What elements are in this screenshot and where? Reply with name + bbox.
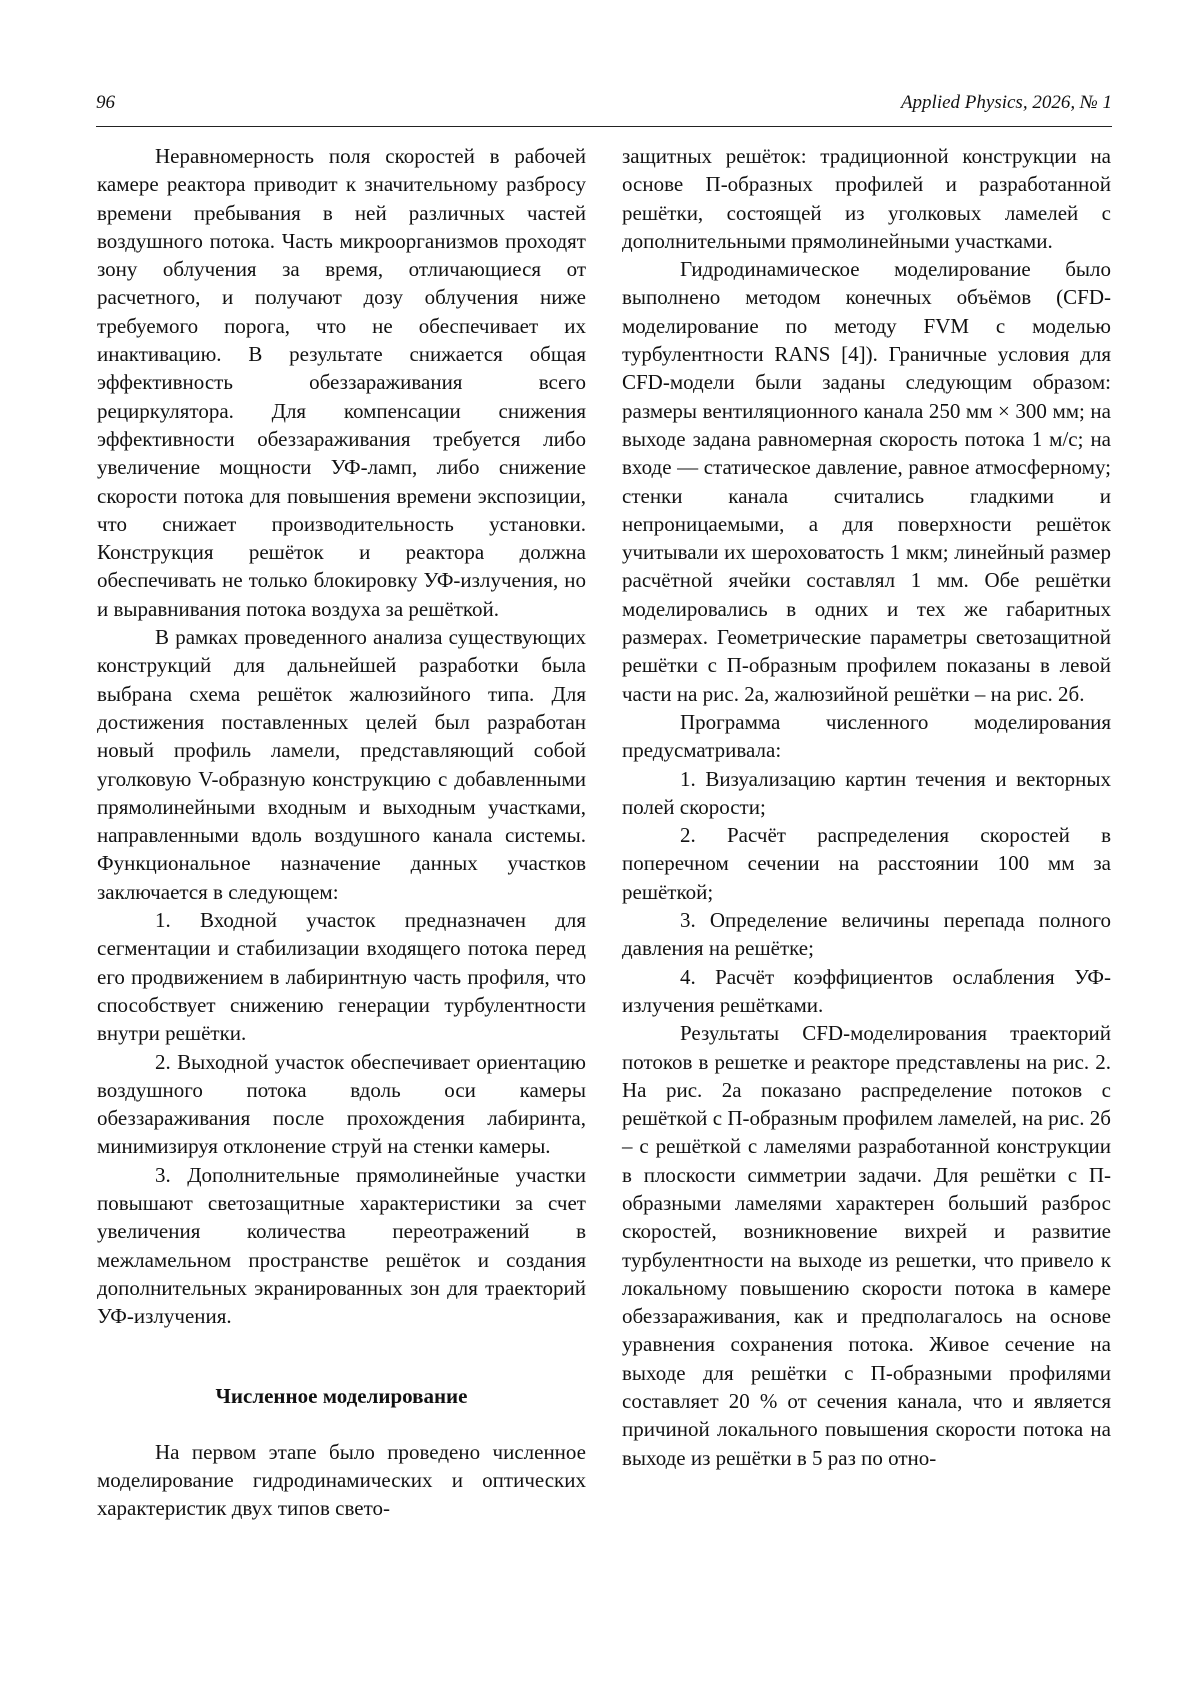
section-heading: Численное моделирование bbox=[215, 1384, 468, 1409]
paragraph: На первом этапе было проведено численное моделирование гидродинамических и оптических характеристик двух типов свето- bbox=[97, 1439, 586, 1521]
list-item: 2. Расчёт распределения скоростей в поперечном сечении на расстоянии 100 мм за решёткой; bbox=[622, 823, 1111, 904]
list-item: 1. Визуализацию картин течения и векторных полей скорости; bbox=[622, 766, 1111, 819]
list-item: 2. Выходной участок обеспечивает ориентацию воздушного потока вдоль оси камеры обеззараживания после прохождения лабиринта, минимизируя отклонение струй на стенки камеры. bbox=[97, 1049, 586, 1159]
paragraph: В рамках проведенного анализа существующих конструкций для дальнейшей разработки была выбрана схема решёток жалюзийного типа. Для достижения поставленных целей был разработан новый профиль ламели, представляющий собой уголковую V-образную конструкцию с добавленными прямолинейными входным и выходным участками, направленными вдоль воздушного канала системы. Функциональное назначение данных участков заключается в следующем: bbox=[97, 625, 586, 904]
page-number: 96 bbox=[96, 92, 115, 113]
list-item: 3. Дополнительные прямолинейные участки повышают светозащитные характеристики за счет увеличения количества переотражений в межламельном пространстве решёток и создания дополнительных экранированных зон для траекторий УФ-излучения. bbox=[97, 1162, 586, 1329]
list-item: 4. Расчёт коэффициентов ослабления УФ-излучения решётками. bbox=[622, 964, 1111, 1017]
right-column bbox=[622, 142, 1111, 1472]
list-item: 3. Определение величины перепада полного давления на решётке; bbox=[622, 908, 1111, 961]
paragraph: Программа численного моделирования предусматривала: bbox=[622, 709, 1111, 763]
paragraph: Неравномерность поля скоростей в рабочей камере реактора приводит к значительному разбросу времени пребывания в ней различных частей воздушного потока. Часть микроорганизмов проходят зону облучения за время, отличающиеся от расчетного, и получают дозу облучения ниже требуемого порога, что не обеспечивает их инактивацию. В результате снижается общая эффективность обеззараживания всего рециркулятора. Для компенсации снижения эффективности обеззараживания требуется либо увеличение мощности УФ-ламп, либо снижение скорости потока для повышения времени экспозиции, что снижает производительность установки. Конструкция решёток и реактора должна обеспечивать не только блокировку УФ-излучения, но и выравнивания потока воздуха за решёткой. bbox=[97, 144, 586, 621]
left-column bbox=[97, 142, 586, 1523]
list-item: 1. Входной участок предназначен для сегментации и стабилизации входящего потока перед его продвижением в лабиринтную часть профиля, что способствует снижению генерации турбулентности внутри решётки. bbox=[97, 908, 586, 1046]
paragraph: Гидродинамическое моделирование было выполнено методом конечных объёмов (CFD-моделирование по методу FVM с моделью турбулентности RANS [4]). Граничные условия для CFD-модели были заданы следующим образом: размеры вентиляционного канала 250 мм × 300 мм; на выходе задана равномерная скорость потока 1 м/с; на входе — статическое давление, равное атмосферному; стенки канала считались гладкими и непроницаемыми, а для поверхности решёток учитывали их шероховатость 1 мкм; линейный размер расчётной ячейки составлял 1 мм. Обе решётки моделировались в одних и тех же габаритных размерах. Геометрические параметры светозащитной решётки с П-образным профилем показаны в левой части на рис. 2а, жалюзийной решётки – на рис. 2б. bbox=[622, 257, 1111, 706]
page-header bbox=[96, 84, 1112, 127]
paragraph: Результаты CFD-моделирования траекторий потоков в решетке и реакторе представлены на рис. 2. На рис. 2а показано распределение потоков с решёткой с П-образным профилем ламелей, на рис. 2б – с решёткой с ламелями разработанной конструкции в плоскости симметрии задачи. Для решётки с П-образными ламелями характерен больший разброс скоростей, возникновение вихрей и развитие турбулентности на выходе из решетки, что привело к локальному повышению скорости потока в камере обеззараживания, как и предполагалось на основе уравнения сохранения потока. Живое сечение на выходе для решётки с П-образными профилями составляет 20 % от сечения канала, что и является причиной локального повышения скорости потока на выходе из решётки в 5 раз по отно- bbox=[622, 1021, 1111, 1470]
paragraph: защитных решёток: традиционной конструкции на основе П-образных профилей и разработанной решётки, состоящей из уголковых ламелей с дополнительными прямолинейными участками. bbox=[622, 144, 1111, 253]
journal-title: Applied Physics, 2026, № 1 bbox=[900, 92, 1112, 113]
